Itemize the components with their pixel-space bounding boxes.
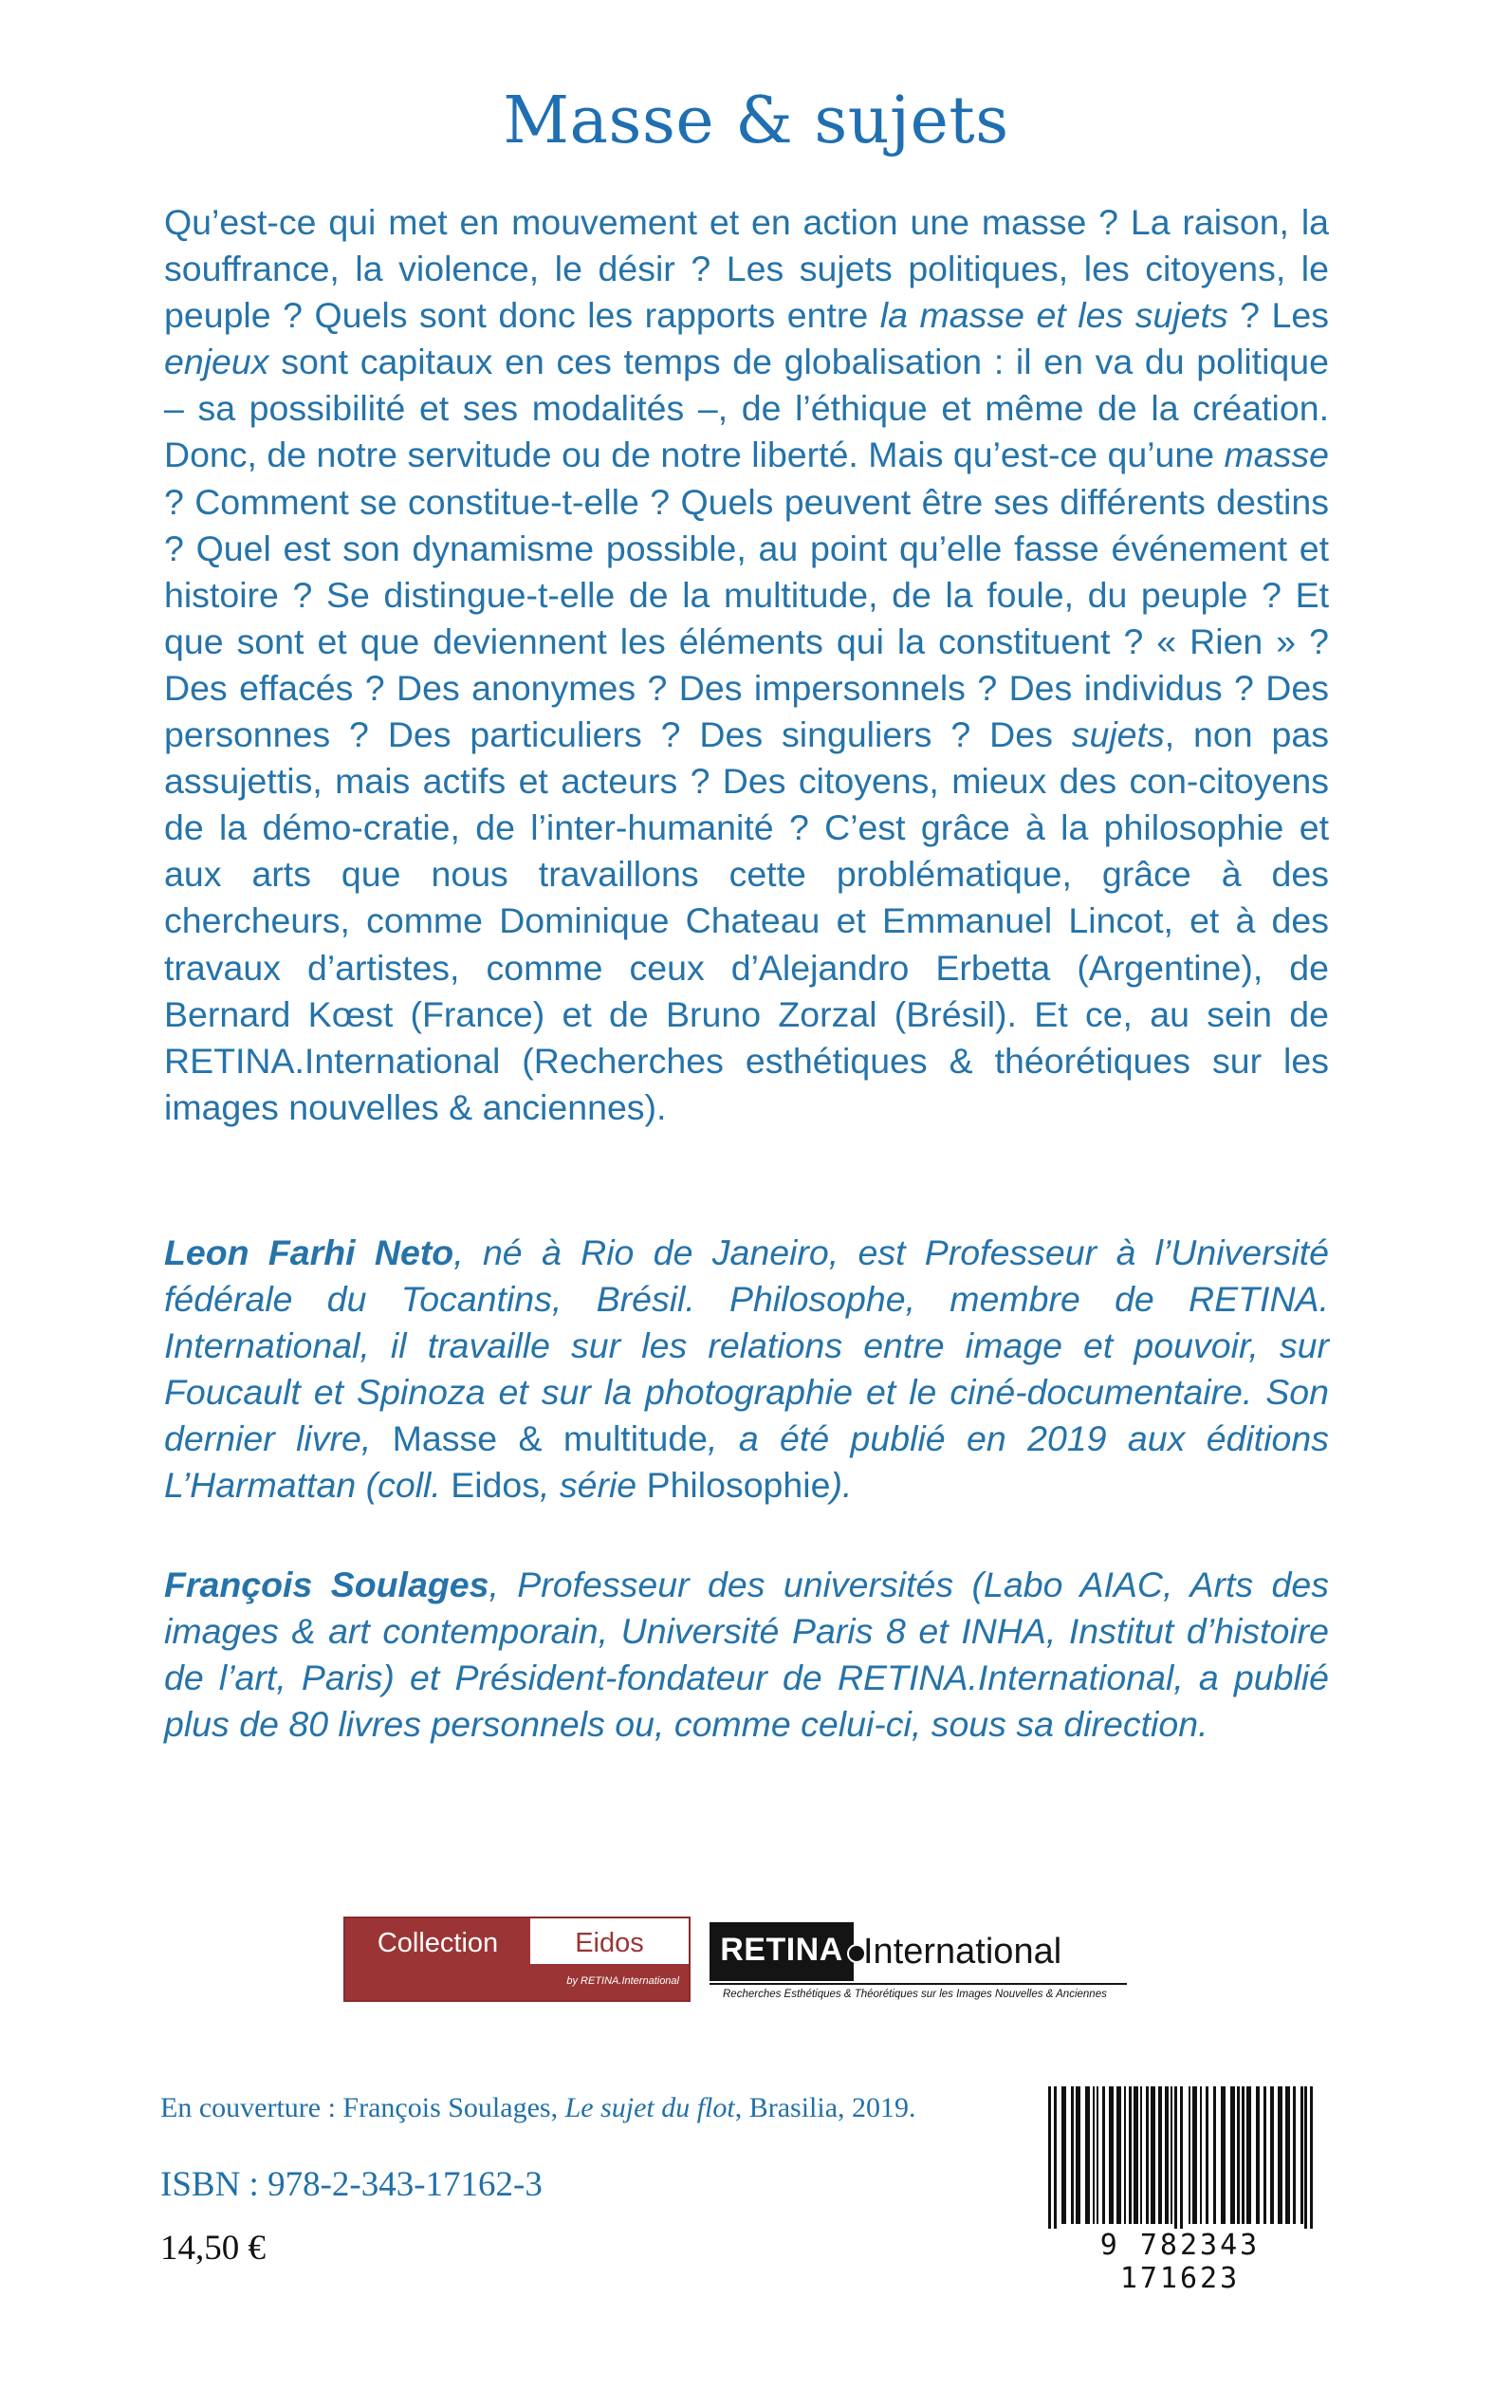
logo-collection-text: Collection bbox=[377, 1928, 499, 1958]
credit-prefix: En couverture : François Soulages, bbox=[160, 2092, 565, 2123]
logo-international-text: International bbox=[863, 1932, 1062, 1972]
logo-eidos-text: Eidos bbox=[575, 1928, 644, 1958]
author-name: Leon Farhi Neto bbox=[164, 1232, 454, 1272]
book-title: Masse & sujets bbox=[503, 83, 1009, 158]
summary-emphasis: la masse et les sujets bbox=[879, 295, 1228, 336]
collection-eidos-logo bbox=[343, 1917, 691, 2002]
summary-emphasis: masse bbox=[1224, 435, 1329, 475]
book-reference: Masse & multitude bbox=[392, 1418, 709, 1459]
collection-reference: Eidos bbox=[451, 1465, 541, 1506]
logo-collection-block bbox=[345, 1918, 530, 2000]
barcode-digits: 9 782343 171623 bbox=[1099, 2229, 1261, 2295]
logo-divider bbox=[710, 1983, 1127, 1985]
logo-eidos-block bbox=[530, 1918, 689, 1964]
bio-text: , série bbox=[540, 1465, 647, 1506]
barcode bbox=[1035, 2086, 1325, 2295]
price: 14,50 € bbox=[160, 2229, 266, 2268]
logo-retina-block bbox=[710, 1922, 854, 1981]
summary-paragraph bbox=[164, 199, 1329, 1131]
author-name: François Soulages bbox=[164, 1565, 489, 1604]
summary-emphasis: sujets bbox=[1071, 714, 1165, 755]
series-reference: Philosophie bbox=[646, 1465, 831, 1506]
retina-international-logo bbox=[710, 1922, 1127, 2008]
isbn: ISBN : 978-2-343-17162-3 bbox=[160, 2165, 543, 2204]
bio-text: ). bbox=[830, 1465, 853, 1506]
summary-text: ? Les bbox=[1227, 295, 1330, 336]
credit-title: Le sujet du flot bbox=[564, 2092, 735, 2123]
bio-text: , né à Rio de Janeiro, est Professeur à l’Université fédérale du Tocantins, Brésil. Philosophe, membre de RETINA. International, il travaille sur les relations entre image et pouvoir, sur Foucault et Spinoza et sur la photographie et le ciné-documentaire. Son dernier livre, bbox=[164, 1232, 1329, 1459]
logo-eidos-by: by RETINA.International bbox=[566, 1975, 679, 1987]
summary-text: , non pas assujettis, mais actifs et acteurs ? Des citoyens, mieux des con-citoyens de la démo-cratie, de l’inter-humanité ? C’est grâce à la philosophie et aux arts que nous travaillons cette problématique, grâce à des chercheurs, comme Dominique Chateau et Emmanuel Lincot, et à des travaux d’artistes, comme ceux d’Alejandro Erbetta (Argentine), de Bernard Kœst (France) et de Bruno Zorzal (Brésil). Et ce, au sein de RETINA.International (Recherches esthétiques & théorétiques sur les images nouvelles & anciennes). bbox=[164, 714, 1329, 1127]
author-bio-farhi-neto bbox=[164, 1230, 1329, 1510]
bio-text: , Professeur des universités (Labo AIAC, Arts des images & art contemporain, Université Paris 8 et INHA, Institut d’histoire de l’art, Paris) et Président-fondateur de RETINA.International, a publié plus de 80 livres personnels ou, comme celui-ci, sous sa direction. bbox=[164, 1565, 1329, 1745]
logo-tagline: Recherches Esthétiques & Théorétiques sur les Images Nouvelles & Anciennes bbox=[723, 1989, 1107, 2000]
barcode-bars-icon bbox=[1035, 2086, 1325, 2229]
logo-eidos-band bbox=[530, 1964, 689, 2000]
summary-text: sont capitaux en ces temps de globalisation : il en va du politique – sa possibilité et ses modalités –, de l’éthique et même de la création. Donc, de notre servitude ou de notre liberté. Mais qu’est-ce qu’une bbox=[164, 342, 1329, 475]
summary-emphasis: enjeux bbox=[164, 342, 269, 382]
logo-retina-text: RETINA bbox=[720, 1932, 843, 1968]
cover-credit bbox=[160, 2092, 916, 2124]
credit-suffix: , Brasilia, 2019. bbox=[734, 2092, 916, 2123]
author-bio-soulages bbox=[164, 1562, 1329, 1748]
summary-text: ? Comment se constitue-t-elle ? Quels peuvent être ses différents destins ? Quel est son dynamisme possible, au point qu’elle fasse événement et histoire ? Se distingue-t-elle de la multitude, de la foule, du peuple ? Et que sont et que deviennent les éléments qui la constituent ? « Rien » ? Des effacés ? Des anonymes ? Des impersonnels ? Des individus ? Des personnes ? Des particuliers ? Des singuliers ? Des bbox=[164, 481, 1329, 755]
summary-text: Qu’est-ce qui met en mouvement et en action une masse ? La raison, la souffrance, la violence, le désir ? Les sujets politiques, les citoyens, le peuple ? Quels sont donc les rapports entre bbox=[164, 202, 1329, 336]
bio-text: , a été publié en 2019 aux éditions L’Harmattan (coll. bbox=[164, 1418, 1329, 1506]
